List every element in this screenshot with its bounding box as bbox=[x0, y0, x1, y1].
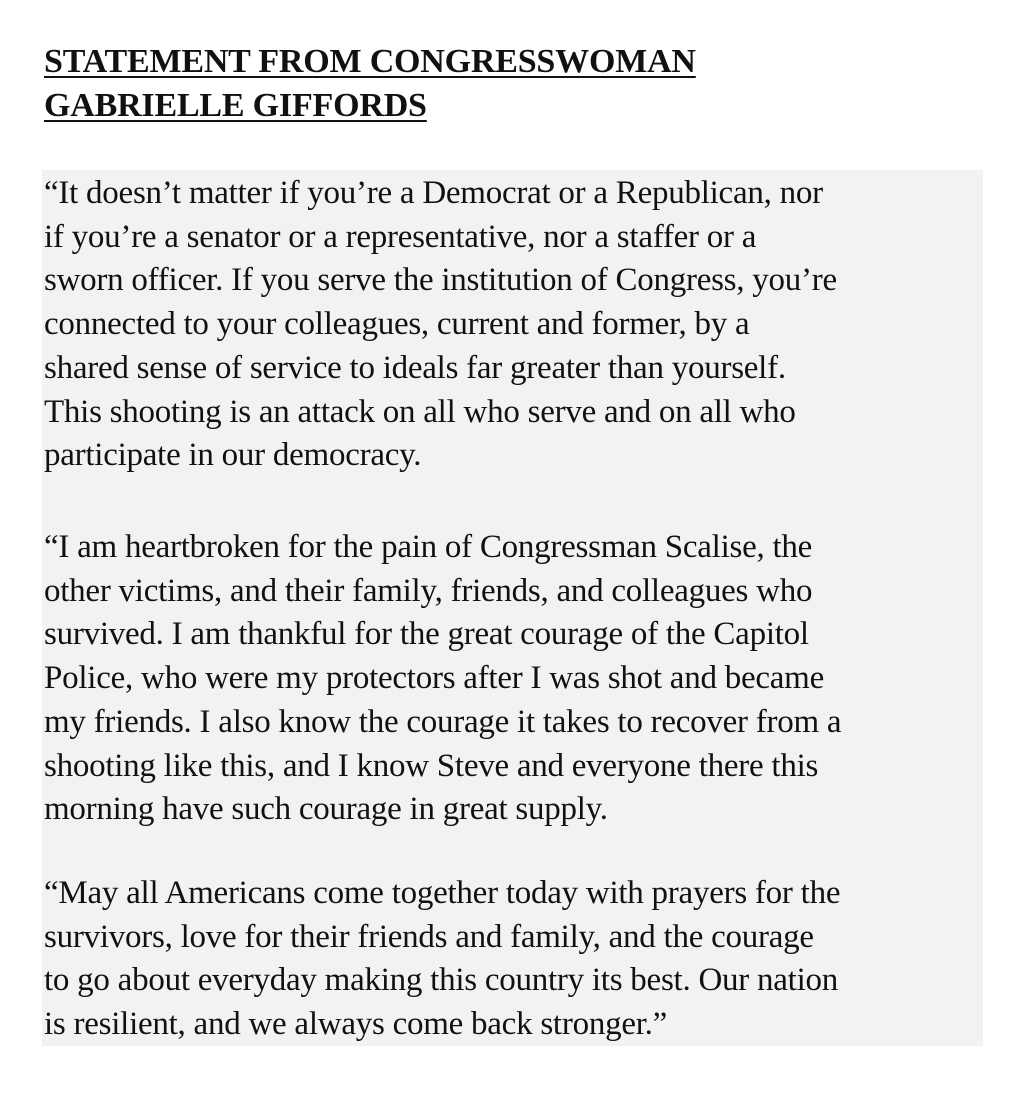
paragraph-1-line: if you’re a senator or a representative, nor a staffer or a bbox=[44, 218, 757, 255]
paragraph-3-line: is resilient, and we always come back stronger.” bbox=[44, 1006, 668, 1043]
paragraph-2-line: morning have such courage in great supply. bbox=[44, 791, 608, 828]
statement-title bbox=[44, 40, 696, 128]
paragraph-1-line: This shooting is an attack on all who serve and on all who bbox=[44, 393, 796, 430]
paragraph-1-line: connected to your colleagues, current and former, by a bbox=[44, 306, 750, 343]
paragraph-2-line: “I am heartbroken for the pain of Congressman Scalise, the bbox=[44, 529, 813, 565]
paragraph-1-line: sworn officer. If you serve the institution of Congress, you’re bbox=[44, 262, 837, 299]
paragraph-3-line: to go about everyday making this country its best. Our nation bbox=[44, 962, 839, 999]
paragraph-2-line: survived. I am thankful for the great courage of the Capitol bbox=[44, 616, 809, 653]
paragraph-2-line: shooting like this, and I know Steve and everyone there this bbox=[44, 747, 819, 784]
paragraph-2-line: Police, who were my protectors after I was shot and became bbox=[44, 660, 824, 697]
paragraph-3-line: “May all Americans come together today with prayers for the bbox=[44, 875, 841, 911]
paragraph-1-line: shared sense of service to ideals far greater than yourself. bbox=[44, 349, 786, 386]
title-line-2: GABRIELLE GIFFORDS bbox=[44, 87, 427, 124]
paragraph-2-line: my friends. I also know the courage it takes to recover from a bbox=[44, 703, 842, 740]
quote-paragraph-2 bbox=[44, 526, 841, 832]
title-line-1: STATEMENT FROM CONGRESSWOMAN bbox=[44, 43, 696, 80]
paragraph-1-line: participate in our democracy. bbox=[44, 437, 422, 474]
paragraph-3-line: survivors, love for their friends and family, and the courage bbox=[44, 918, 814, 955]
paragraph-1-line: “It doesn’t matter if you’re a Democrat or a Republican, nor bbox=[44, 175, 823, 211]
quote-paragraph-3 bbox=[44, 872, 840, 1047]
quote-paragraph-1 bbox=[44, 172, 837, 478]
paragraph-2-line: other victims, and their family, friends, and colleagues who bbox=[44, 572, 813, 609]
